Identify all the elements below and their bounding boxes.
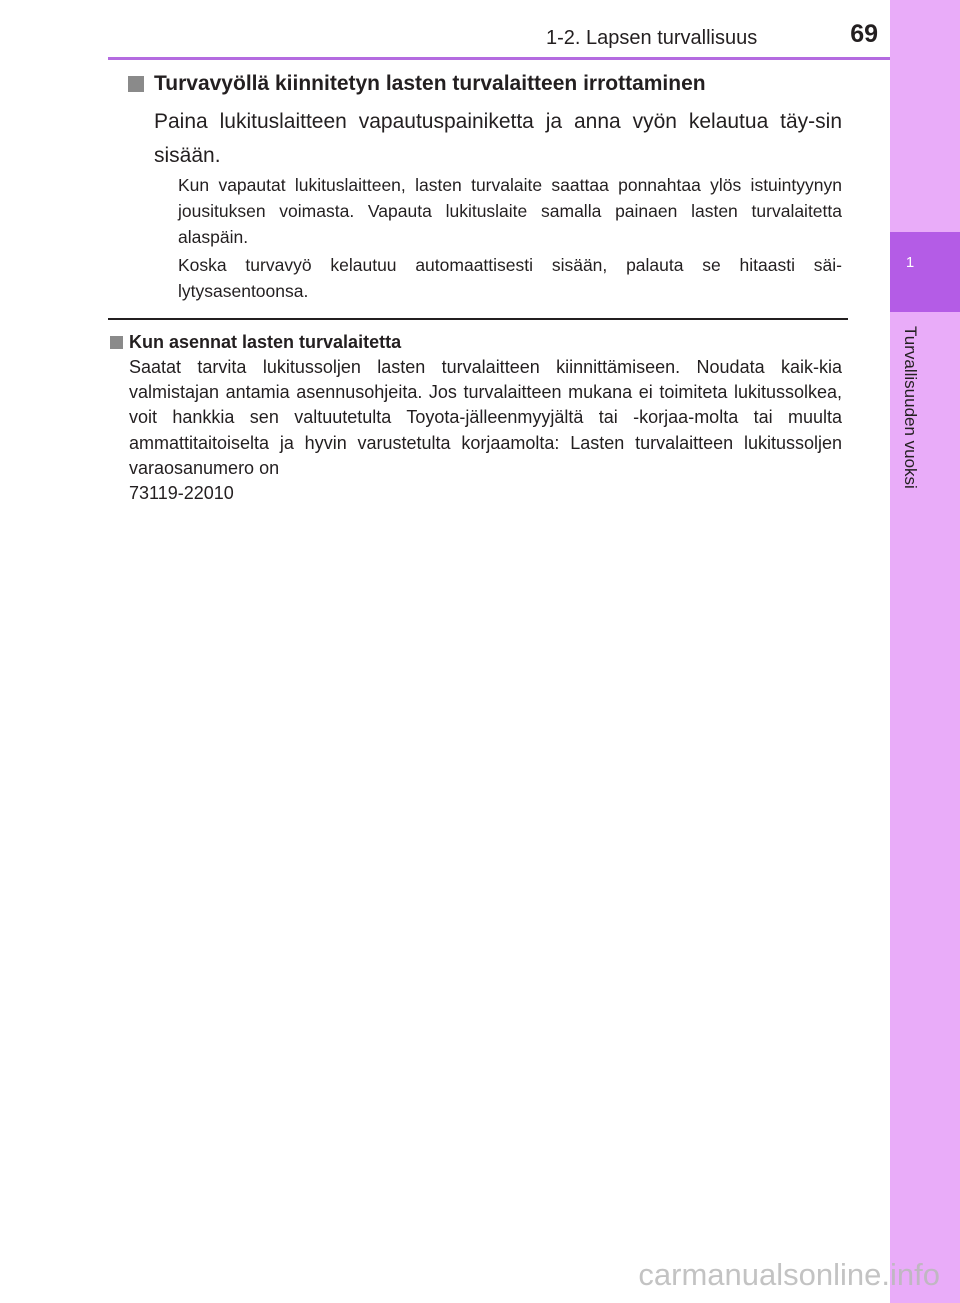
info-heading-text: Kun asennat lasten turvalaitetta bbox=[129, 332, 402, 352]
section-title: 1-2. Lapsen turvallisuus bbox=[546, 27, 758, 49]
square-bullet-icon bbox=[110, 336, 123, 349]
square-bullet-icon bbox=[128, 76, 144, 92]
watermark: carmanualsonline.info bbox=[638, 1257, 940, 1292]
instruction-text: Paina lukituslaitteen vapautuspainiketta ja anna vyön kelautua täy-sin sisään. bbox=[154, 110, 842, 167]
note-paragraph: Kun vapautat lukituslaitteen, lasten turvalaite saattaa ponnahtaa ylös istuintyynyn jousituksen voimasta. Vapauta lukituslaite samalla painaen lasten turvalaitetta alaspäin. bbox=[178, 175, 842, 247]
chapter-tab bbox=[890, 232, 960, 312]
chapter-title: Turvallisuuden vuoksi bbox=[901, 326, 920, 489]
info-body-text: Saatat tarvita lukitussoljen lasten turvalaitteen kiinnittämiseen. Noudata kaik-kia valmistajan antamia asennusohjeita. Jos turvalaitteen mukana ei toimiteta lukitussolkea, voit hankkia sen valtuutetulta Toyota-jälleenmyyjältä tai -korjaa-molta tai muulta ammattitaitoiselta ja hyvin varustetulta korjaamolta: Lasten turvalaitteen lukitussoljen varaosanumero on bbox=[129, 357, 842, 478]
chapter-side-strip bbox=[890, 0, 960, 1303]
page-number: 69 bbox=[850, 20, 878, 48]
part-number: 73119-22010 bbox=[129, 483, 234, 504]
header-rule bbox=[108, 57, 890, 60]
section-heading bbox=[128, 70, 848, 98]
divider bbox=[108, 318, 848, 320]
heading-text: Turvavyöllä kiinnitetyn lasten turvalaitteen irrottaminen bbox=[154, 72, 706, 95]
info-heading bbox=[110, 330, 401, 354]
chapter-number: 1 bbox=[905, 254, 915, 271]
info-paragraph bbox=[129, 355, 842, 506]
note-paragraph: Koska turvavyö kelautuu automaattisesti sisään, palauta se hitaasti säi-lytysasentoonsa. bbox=[178, 255, 842, 301]
